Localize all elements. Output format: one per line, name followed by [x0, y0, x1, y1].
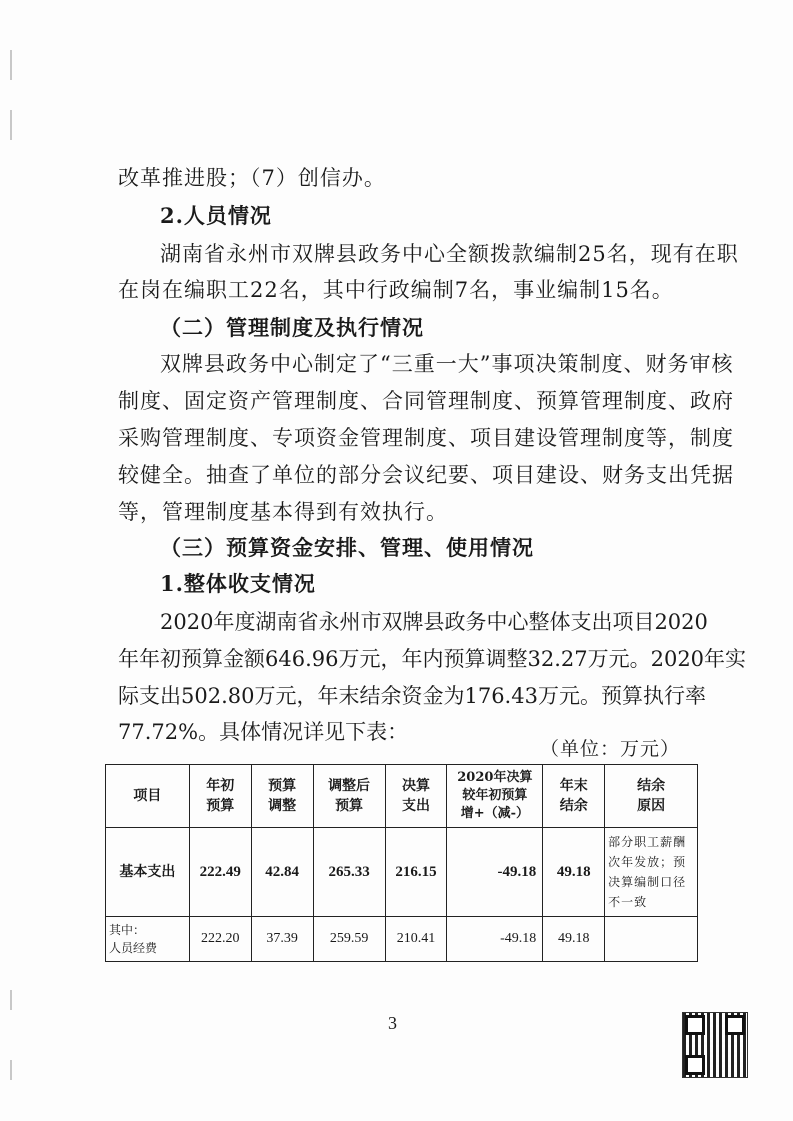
scan-edge-mark [10, 50, 12, 80]
paragraph-line: 湖南省永州市双牌县政务中心全额拨款编制25名，现有在职 [160, 242, 739, 266]
paragraph-line: 改革推进股；（7）创信办。 [118, 166, 386, 190]
table-row [106, 828, 698, 917]
table-cell-reason: 部分职工薪酬次年发放；预决算编制口径不一致 [605, 828, 698, 917]
table-header-row [106, 765, 698, 828]
paragraph-line: 在岗在编职工22名，其中行政编制7名，事业编制15名。 [118, 278, 674, 302]
qr-code-icon [682, 1012, 748, 1078]
table-cell: 其中： 人员经费 [106, 917, 190, 962]
scan-edge-mark [10, 110, 12, 140]
paragraph-line: 双牌县政务中心制定了“三重一大”事项决策制度、财务审核 [160, 352, 734, 376]
table-cell: 49.18 [543, 917, 605, 962]
paragraph-line: 采购管理制度、专项资金管理制度、项目建设管理制度等，制度 [118, 426, 734, 450]
paragraph-line: 2020年度湖南省永州市双牌县政务中心整体支出项目2020 [160, 610, 708, 634]
section-heading: （二）管理制度及执行情况 [160, 315, 424, 340]
header-cell: 预算 调整 [251, 765, 313, 828]
section-heading: 1.整体收支情况 [160, 571, 316, 596]
table-row [106, 917, 698, 962]
table-cell: 265.33 [313, 828, 385, 917]
header-cell: 结余 原因 [605, 765, 698, 828]
paragraph-line: 年年初预算金额646.96万元，年内预算调整32.27万元。2020年实 [118, 647, 747, 671]
table-cell: 37.39 [251, 917, 313, 962]
table-cell [605, 917, 698, 962]
table-cell: 210.41 [385, 917, 447, 962]
table-cell: 基本支出 [106, 828, 190, 917]
paragraph-line: 等，管理制度基本得到有效执行。 [118, 500, 448, 524]
table-cell: 49.18 [543, 828, 605, 917]
header-cell: 项目 [106, 765, 190, 828]
table-cell: -49.18 [447, 828, 543, 917]
paragraph-line: 制度、固定资产管理制度、合同管理制度、预算管理制度、政府 [118, 389, 734, 413]
page-number: 3 [388, 1013, 397, 1033]
section-heading: （三）预算资金安排、管理、使用情况 [160, 535, 534, 560]
section-heading: 2.人员情况 [160, 203, 272, 228]
table-cell: -49.18 [447, 917, 543, 962]
header-cell: 调整后 预算 [313, 765, 385, 828]
unit-label: （单位：万元） [540, 738, 681, 760]
table-cell: 259.59 [313, 917, 385, 962]
paragraph-line: 较健全。抽查了单位的部分会议纪要、项目建设、财务支出凭据 [118, 463, 734, 487]
header-cell: 2020年决算 较年初预算 增+（减-） [447, 765, 543, 828]
table-cell: 42.84 [251, 828, 313, 917]
paragraph-line: 际支出502.80万元，年末结余资金为176.43万元。预算执行率 [118, 684, 706, 708]
paragraph-line: 77.72%。具体情况详见下表： [118, 720, 409, 744]
scan-edge-mark [10, 990, 12, 1010]
table-cell: 222.20 [189, 917, 251, 962]
table-cell: 216.15 [385, 828, 447, 917]
scan-edge-mark [10, 1060, 12, 1080]
table-cell: 222.49 [189, 828, 251, 917]
header-cell: 决算 支出 [385, 765, 447, 828]
budget-table [105, 764, 698, 962]
header-cell: 年初 预算 [189, 765, 251, 828]
header-cell: 年末 结余 [543, 765, 605, 828]
